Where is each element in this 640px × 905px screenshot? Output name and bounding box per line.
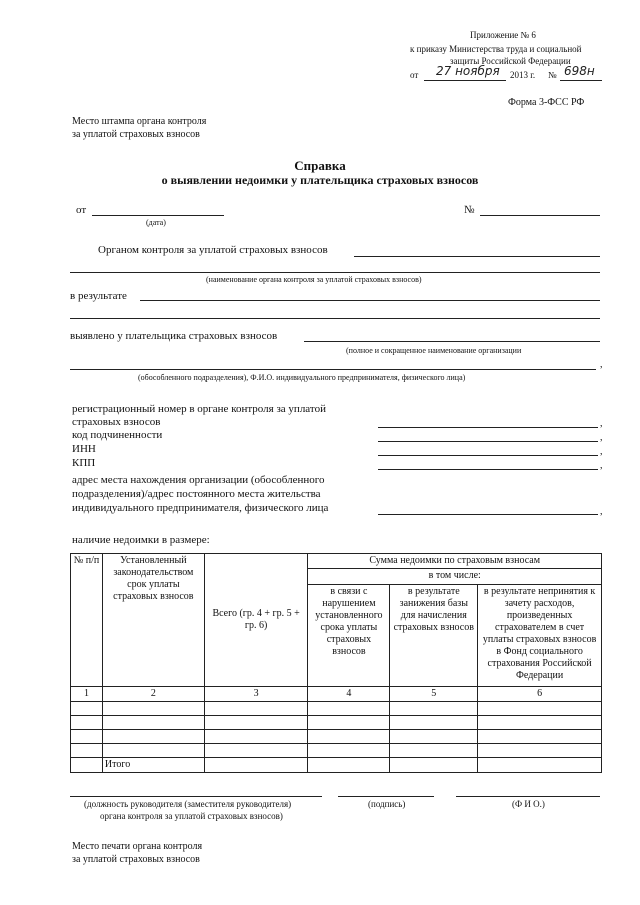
seal-place-line1: Место печати органа контроля xyxy=(72,841,203,852)
form-id: Форма 3-ФСС РФ xyxy=(508,97,585,108)
col-header-group: Сумма недоимки по страховым взносам xyxy=(308,554,602,569)
result-field-2[interactable] xyxy=(70,318,600,319)
column-number: 1 xyxy=(71,687,103,702)
appendix-order-line: к приказу Министерства труда и социальной xyxy=(410,44,582,54)
col-header-num: № п/п xyxy=(71,554,103,687)
number-field[interactable] xyxy=(480,215,600,216)
comma: , xyxy=(600,446,603,457)
appendix-num-handwritten: 698н xyxy=(564,64,595,78)
comma: , xyxy=(600,506,603,517)
inn-field[interactable] xyxy=(378,455,598,456)
address-label-3: индивидуального предпринимателя, физического лица xyxy=(72,502,329,514)
signature-field[interactable] xyxy=(338,796,434,797)
col-header-4: в связи с нарушением установленного срока уплаты страховых взносов xyxy=(308,584,390,686)
control-body-field[interactable] xyxy=(354,256,600,257)
position-field[interactable] xyxy=(70,796,322,797)
reg-number-label-1: регистрационный номер в органе контроля за уплатой xyxy=(72,403,326,415)
position-caption-1: (должность руководителя (заместителя руководителя) xyxy=(84,799,292,809)
found-label: выявлено у плательщика страховых взносов xyxy=(70,330,278,342)
comma: , xyxy=(600,359,603,370)
appendix-year: 2013 г. xyxy=(510,70,536,80)
appendix-date-line xyxy=(424,80,506,81)
control-body-field-2[interactable] xyxy=(70,272,600,273)
col-header-deadline: Установленный законодательством срок уплаты страховых взносов xyxy=(102,554,204,687)
column-number: 2 xyxy=(102,687,204,702)
address-label-1: адрес места нахождения организации (обособленного xyxy=(72,474,325,486)
date-caption: (дата) xyxy=(146,218,166,227)
seal-place-line2: за уплатой страховых взносов xyxy=(72,854,200,865)
appendix-num-line xyxy=(560,80,602,81)
address-field[interactable] xyxy=(378,514,598,515)
column-number: 5 xyxy=(390,687,478,702)
org-caption-2: (обособленного подразделения), Ф.И.О. индивидуального предпринимателя, физического лица) xyxy=(138,373,466,382)
column-number: 6 xyxy=(478,687,602,702)
arrears-label: наличие недоимки в размере: xyxy=(72,534,210,546)
comma: , xyxy=(600,418,603,429)
fio-caption: (Ф И О.) xyxy=(512,799,545,809)
table-row[interactable] xyxy=(71,702,602,716)
stamp-place-line1: Место штампа органа контроля xyxy=(72,116,207,127)
signature-caption: (подпись) xyxy=(368,799,406,809)
position-caption-2: органа контроля за уплатой страховых взносов) xyxy=(100,811,283,821)
appendix-ministry-line: защиты Российской Федерации xyxy=(450,56,571,66)
kpp-label: КПП xyxy=(72,457,96,469)
col-header-5: в результате занижения базы для начисления страховых взносов xyxy=(390,584,478,686)
appendix-title: Приложение № 6 xyxy=(470,30,536,40)
comma: , xyxy=(600,432,603,443)
org-caption: (полное и сокращенное наименование организации xyxy=(346,346,522,355)
column-number: 3 xyxy=(204,687,308,702)
payer-field-2[interactable] xyxy=(70,369,596,370)
doc-title: Справка xyxy=(294,158,346,173)
table-row[interactable] xyxy=(71,730,602,744)
result-label: в результате xyxy=(70,290,127,302)
total-label: Итого xyxy=(102,758,204,773)
sub-code-label: код подчиненности xyxy=(72,429,163,441)
doc-subtitle: о выявлении недоимки у плательщика страховых взносов xyxy=(161,173,479,187)
kpp-field[interactable] xyxy=(378,469,598,470)
number-label: № xyxy=(464,204,475,216)
col-header-6: в результате непринятия к зачету расходов, произведенных страхователем в счет уплаты страховых взносов в Фонд социального страхования Российской Федерации xyxy=(478,584,602,686)
table-row[interactable] xyxy=(71,744,602,758)
inn-label: ИНН xyxy=(72,443,96,455)
reg-number-field[interactable] xyxy=(378,427,598,428)
control-body-caption: (наименование органа контроля за уплатой страховых взносов) xyxy=(206,275,422,284)
table-row[interactable] xyxy=(71,716,602,730)
reg-number-label-2: страховых взносов xyxy=(72,416,161,428)
col-header-total: Всего (гр. 4 + гр. 5 + гр. 6) xyxy=(204,554,308,687)
column-numbers-row xyxy=(71,687,602,702)
total-row[interactable] xyxy=(71,758,602,773)
payer-field[interactable] xyxy=(304,341,600,342)
sub-code-field[interactable] xyxy=(378,441,598,442)
stamp-place-line2: за уплатой страховых взносов xyxy=(72,129,200,140)
address-label-2: подразделения)/адрес постоянного места жительства xyxy=(72,488,321,500)
arrears-table xyxy=(70,553,602,773)
appendix-from-label: от xyxy=(410,70,419,80)
comma: , xyxy=(600,460,603,471)
fio-field[interactable] xyxy=(456,796,600,797)
column-number: 4 xyxy=(308,687,390,702)
appendix-date-handwritten: 27 ноября xyxy=(436,64,500,78)
date-field[interactable] xyxy=(92,215,224,216)
col-header-incl: в том числе: xyxy=(308,569,602,584)
result-field[interactable] xyxy=(140,300,600,301)
appendix-num-label: № xyxy=(548,70,557,80)
date-from-label: от xyxy=(76,204,87,216)
control-body-label: Органом контроля за уплатой страховых взносов xyxy=(98,244,328,256)
